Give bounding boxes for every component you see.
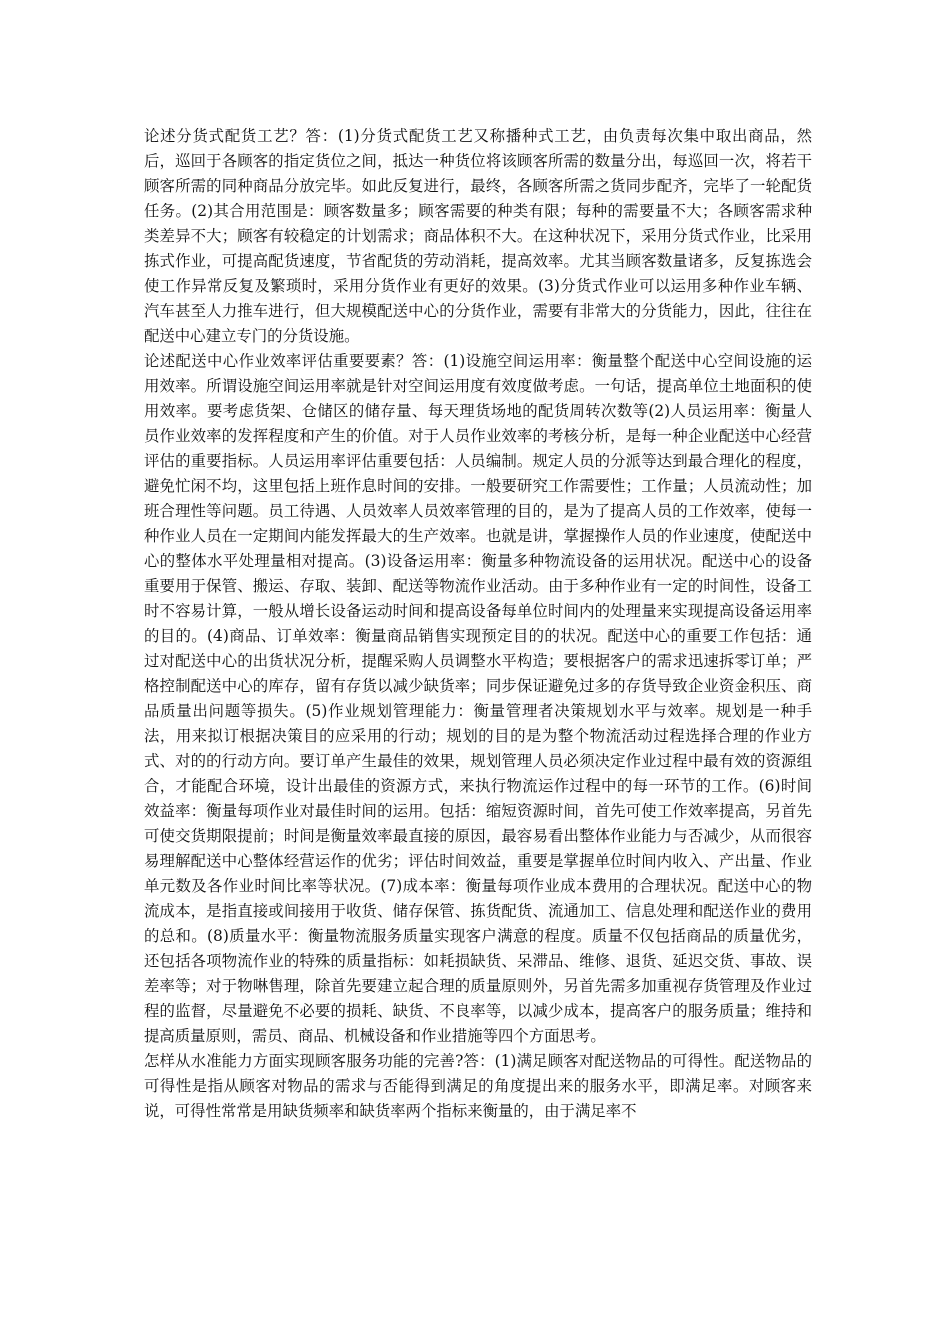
- document-body: [144, 124, 812, 1124]
- paragraph-efficiency-evaluation: 论述配送中心作业效率评估重要要素？答：(1)设施空间运用率：衡量整个配送中心空间设施的运用效率。所谓设施空间运用率就是针对空间运用度有效度做考虑。一句话，提高单位土地面积的使用效率。要考虑货架、仓储区的储存量、每天理货场地的配货周转次数等(2)人员运用率：衡量人员作业效率的发挥程度和产生的价值。对于人员作业效率的考核分析，是每一种企业配送中心经营评估的重要指标。人员运用率评估重要包括：人员编制。规定人员的分派等达到最合理化的程度，避免忙闲不均，这里包括上班作息时间的安排。一般要研究工作需要性；工作量；人员流动性；加班合理性等问题。员工待遇、人员效率人员效率管理的目的，是为了提高人员的工作效率，使每一种作业人员在一定期间内能发挥最大的生产效率。也就是讲，掌握操作人员的作业速度，使配送中心的整体水平处理量相对提高。(3)设备运用率：衡量多种物流设备的运用状况。配送中心的设备重要用于保管、搬运、存取、装卸、配送等物流作业活动。由于多种作业有一定的时间性，设备工时不容易计算，一般从增长设备运动时间和提高设备每单位时间内的处理量来实现提高设备运用率的目的。(4)商品、订单效率：衡量商品销售实现预定目的的状况。配送中心的重要工作包括：通过对配送中心的出货状况分析，提醒采购人员调整水平构造；要根据客户的需求迅速拆零订单；严格控制配送中心的库存，留有存货以减少缺货率；同步保证避免过多的存货导致企业资金积压、商品质量出问题等损失。(5)作业规划管理能力：衡量管理者决策规划水平与效率。规划是一种手法，用来拟订根据决策目的应采用的行动；规划的目的是为整个物流活动过程选择合理的作业方式、对的的行动方向。要订单产生最佳的效果，规划管理人员必须决定作业过程中最有效的资源组合，才能配合环境，设计出最佳的资源方式，来执行物流运作过程中的每一环节的工作。(6)时间效益率：衡量每项作业对最佳时间的运用。包括：缩短资源时间，首先可使工作效率提高，另首先可使交货期限提前；时间是衡量效率最直接的原因，最容易看出整体作业能力与否减少，从而很容易理解配送中心整体经营运作的优劣；评估时间效益，重要是掌握单位时间内收入、产出量、作业单元数及各作业时间比率等状况。(7)成本率：衡量每项作业成本费用的合理状况。配送中心的物流成本，是指直接或间接用于收货、储存保管、拣货配货、流通加工、信息处理和配送作业的费用的总和。(8)质量水平：衡量物流服务质量实现客户满意的程度。质量不仅包括商品的质量优劣，还包括各项物流作业的特殊的质量指标：如耗损缺货、呆滞品、维修、退货、延迟交货、事故、误差率等；对于物啉售理，除首先要建立起合理的质量原则外，另首先需多加重视存货管理及作业过程的监督，尽量避免不必要的损耗、缺货、不良率等，以减少成本，提高客户的服务质量；维持和提高质量原则，需员、商品、机械设备和作业措施等四个方面思考。: [144, 352, 812, 1045]
- paragraph-distribution-sorting: 论述分货式配货工艺？答：(1)分货式配货工艺又称播种式工艺，由负责每次集中取出商品，然后，巡回于各顾客的指定货位之间，抵达一种货位将该顾客所需的数量分出，每巡回一次，将若干顾客所需的同种商品分放完毕。如此反复进行，最终，各顾客所需之货同步配齐，完毕了一轮配货任务。(2)其合用范围是：顾客数量多；顾客需要的种类有限；每种的需要量不大；各顾客需求种类差异不大；顾客有较稳定的计划需求；商品体积不大。在这种状况下，采用分货式作业，比采用拣式作业，可提高配货速度，节省配货的劳动消耗，提高效率。尤其当顾客数量诸多，反复拣选会使工作异常反复及繁琐时，采用分货作业有更好的效果。(3)分货式作业可以运用多种作业车辆、汽车甚至人力推车进行，但大规模配送中心的分货作业，需要有非常大的分货能力，因此，往往在配送中心建立专门的分货设施。: [144, 127, 812, 345]
- paragraph-customer-service: 怎样从水准能力方面实现顾客服务功能的完善?答：(1)满足顾客对配送物品的可得性。配送物品的可得性是指从顾客对物品的需求与否能得到满足的角度提出来的服务水平，即满足率。对顾客来说，可得性常常是用缺货频率和缺货率两个指标来衡量的，由于满足率不: [144, 1052, 812, 1120]
